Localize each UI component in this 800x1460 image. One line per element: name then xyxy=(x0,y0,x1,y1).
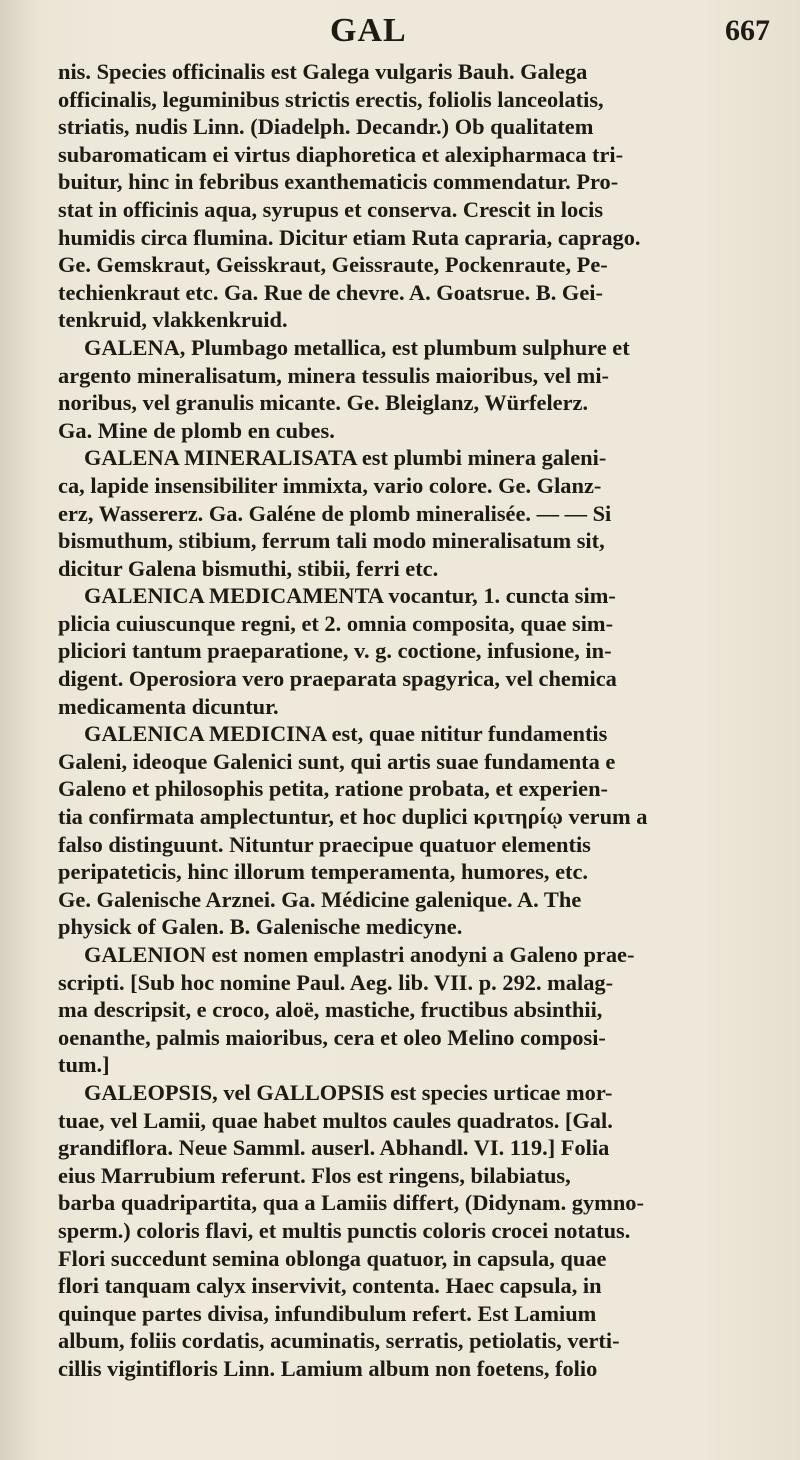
text-line: medicamenta dicuntur. xyxy=(58,693,279,719)
text-line: stat in officinis aqua, syrupus et conserva. Crescit in locis xyxy=(58,196,604,222)
text-line: GALENICA MEDICAMENTA vocantur, 1. cuncta sim- xyxy=(84,583,616,609)
text-line: ma descripsit, e croco, aloë, mastiche, fructibus absinthii, xyxy=(58,997,603,1023)
text-line: tia confirmata amplectuntur, et hoc duplici κριτηρίῳ verum a xyxy=(58,804,648,830)
text-line: tenkruid, vlakkenkruid. xyxy=(58,307,288,333)
running-head: GAL xyxy=(330,12,407,49)
text-line: digent. Operosiora vero praeparata spagyrica, vel chemica xyxy=(58,666,617,692)
text-line: plicia cuiuscunque regni, et 2. omnia composita, quae sim- xyxy=(58,610,614,636)
text-line: tuae, vel Lamii, quae habet multos caules quadratos. [Gal. xyxy=(58,1107,613,1133)
page-header xyxy=(60,10,770,54)
entry-paragraph xyxy=(58,58,758,334)
text-line: pliciori tantum praeparatione, v. g. coctione, infusione, in- xyxy=(58,638,612,664)
text-line: noribus, vel granulis micante. Ge. Bleiglanz, Würfelerz. xyxy=(58,390,589,416)
text-line: GALENION est nomen emplastri anodyni a Galeno prae- xyxy=(84,942,635,967)
text-line: eius Marrubium referunt. Flos est ringens, bilabiatus, xyxy=(58,1162,571,1188)
text-line: GALENA, Plumbago metallica, est plumbum sulphure et xyxy=(84,334,630,360)
text-line: officinalis, leguminibus strictis erectis, foliolis lanceolatis, xyxy=(58,86,604,112)
entry-paragraph xyxy=(58,941,758,1079)
text-line: Galeni, ideoque Galenici sunt, qui artis suae fundamenta e xyxy=(58,748,616,774)
text-line: grandiflora. Neue Samml. auserl. Abhandl. VI. 119.] Folia xyxy=(58,1135,610,1161)
text-line: Flori succedunt semina oblonga quatuor, in capsula, quae xyxy=(58,1245,607,1271)
text-line: quinque partes divisa, infundibulum refert. Est Lamium xyxy=(58,1300,597,1326)
text-line: humidis circa flumina. Dicitur etiam Ruta capraria, caprago. xyxy=(58,224,641,250)
text-line: buitur, hinc in febribus exanthematicis commendatur. Pro- xyxy=(58,169,619,195)
text-line: argento mineralisatum, minera tessulis maioribus, vel mi- xyxy=(58,362,610,388)
text-line: Ga. Mine de plomb en cubes. xyxy=(58,417,335,443)
text-line: peripateticis, hinc illorum temperamenta, humores, etc. xyxy=(58,859,589,885)
text-line: falso distinguunt. Nituntur praecipue quatuor elementis xyxy=(58,831,591,857)
text-line: flori tanquam calyx inservivit, contenta. Haec capsula, in xyxy=(58,1273,602,1299)
text-line: striatis, nudis Linn. (Diadelph. Decandr.) Ob qualitatem xyxy=(58,114,594,140)
text-line: tum.] xyxy=(58,1052,110,1078)
text-line: erz, Wassererz. Ga. Galéne de plomb mineralisée. — — Si xyxy=(58,500,612,526)
text-line: Galeno et philosophis petita, ratione probata, et experien- xyxy=(58,776,609,802)
text-line: album, foliis cordatis, acuminatis, serratis, petiolatis, verti- xyxy=(58,1328,620,1354)
text-line: dicitur Galena bismuthi, stibii, ferri etc. xyxy=(58,555,439,581)
entry-paragraph xyxy=(58,720,758,941)
entry-paragraph xyxy=(58,582,758,720)
text-line: physick of Galen. B. Galenische medicyne. xyxy=(58,914,463,940)
text-line: oenanthe, palmis maioribus, cera et oleo Melino composi- xyxy=(58,1024,606,1050)
text-line: scripti. [Sub hoc nomine Paul. Aeg. lib. VII. p. 292. malag- xyxy=(58,969,614,995)
page-number: 667 xyxy=(725,14,770,47)
text-line: ca, lapide insensibiliter immixta, vario colore. Ge. Glanz- xyxy=(58,472,602,498)
text-line: GALENICA MEDICINA est, quae nititur fundamentis xyxy=(84,721,608,747)
dictionary-text xyxy=(58,58,758,1383)
text-line: techienkraut etc. Ga. Rue de chevre. A. Goatsrue. B. Gei- xyxy=(58,279,603,305)
text-line: GALENA MINERALISATA est plumbi minera galeni- xyxy=(84,445,607,471)
text-line: cillis vigintifloris Linn. Lamium album non foetens, folio xyxy=(58,1355,598,1381)
entry-paragraph xyxy=(58,1079,758,1383)
entry-paragraph xyxy=(58,334,758,444)
entry-paragraph xyxy=(58,444,758,582)
text-line: Ge. Galenische Arznei. Ga. Médicine galenique. A. The xyxy=(58,886,582,912)
text-line: bismuthum, stibium, ferrum tali modo mineralisatum sit, xyxy=(58,528,605,554)
text-line: Ge. Gemskraut, Geisskraut, Geissraute, Pockenraute, Pe- xyxy=(58,252,608,278)
text-line: GALEOPSIS, vel GALLOPSIS est species urticae mor- xyxy=(84,1079,613,1105)
text-line: barba quadripartita, qua a Lamiis differt, (Didynam. gymno- xyxy=(58,1190,644,1216)
text-line: sperm.) coloris flavi, et multis punctis coloris crocei notatus. xyxy=(58,1217,631,1243)
text-line: nis. Species officinalis est Galega vulgaris Bauh. Galega xyxy=(58,59,588,84)
text-line: subaromaticam ei virtus diaphoretica et alexipharmaca tri- xyxy=(58,141,624,167)
